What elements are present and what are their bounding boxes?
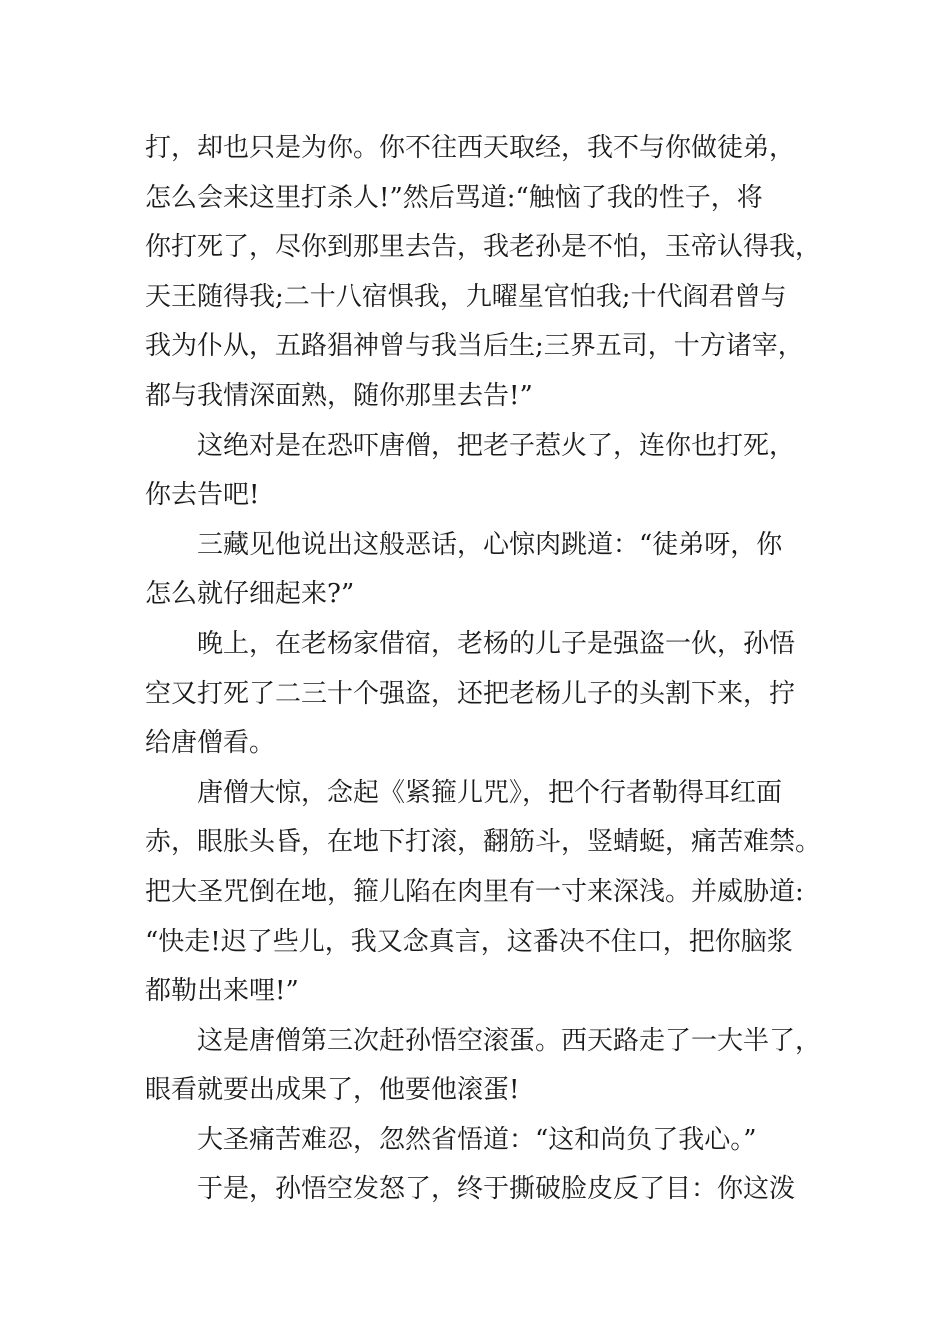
text-line: 都勒出来哩!”: [145, 976, 299, 1007]
text-line: 你去告吧!: [145, 480, 260, 511]
text-line: 我为仆从，五路猖神曾与我当后生;三界五司，十方诸宰，: [145, 331, 804, 362]
text-line: 赤，眼胀头昏，在地下打滚，翻筋斗，竖蜻蜓，痛苦难禁。: [145, 827, 822, 858]
text-line: 唐僧大惊，念起《紧箍儿咒》，把个行者勒得耳红面: [197, 777, 783, 808]
text-line: 于是，孙悟空发怒了，终于撕破脸皮反了目：你这泼: [197, 1174, 796, 1205]
text-line: 天王随得我;二十八宿惧我，九曜星官怕我;十代阎君曾与: [145, 281, 787, 312]
text-line: “快走!迟了些儿，我又念真言，这番决不住口，把你脑浆: [145, 926, 793, 957]
body-text: [145, 124, 835, 1215]
text-line: 眼看就要出成果了，他要他滚蛋!: [145, 1075, 520, 1106]
text-line: 你打死了，尽你到那里去告，我老孙是不怕，玉帝认得我，: [145, 232, 822, 263]
text-line: 这绝对是在恐吓唐僧，把老子惹火了，连你也打死，: [197, 430, 796, 461]
text-line: 三藏见他说出这般恶话，心惊肉跳道：“徒弟呀，你: [197, 529, 783, 560]
text-line: 都与我情深面熟，随你那里去告!”: [145, 380, 533, 411]
text-line: 把大圣咒倒在地，箍儿陷在肉里有一寸来深浅。并威胁道:: [145, 876, 804, 907]
text-line: 给唐僧看。: [145, 728, 276, 759]
text-line: 晚上，在老杨家借宿，老杨的儿子是强盗一伙，孙悟: [197, 628, 796, 659]
text-line: 这是唐僧第三次赶孙悟空滚蛋。西天路走了一大半了，: [197, 1025, 822, 1056]
text-line: 打，却也只是为你。你不往西天取经，我不与你做徒弟，: [145, 133, 796, 163]
text-line: 怎么就仔细起来?”: [145, 579, 355, 610]
text-line: 怎么会来这里打杀人!”然后骂道:“触恼了我的性子，将: [145, 182, 763, 213]
text-line: 大圣痛苦难忍，忽然省悟道：“这和尚负了我心。”: [197, 1124, 757, 1155]
text-line: 空又打死了二三十个强盗，还把老杨儿子的头割下来，拧: [145, 678, 796, 709]
